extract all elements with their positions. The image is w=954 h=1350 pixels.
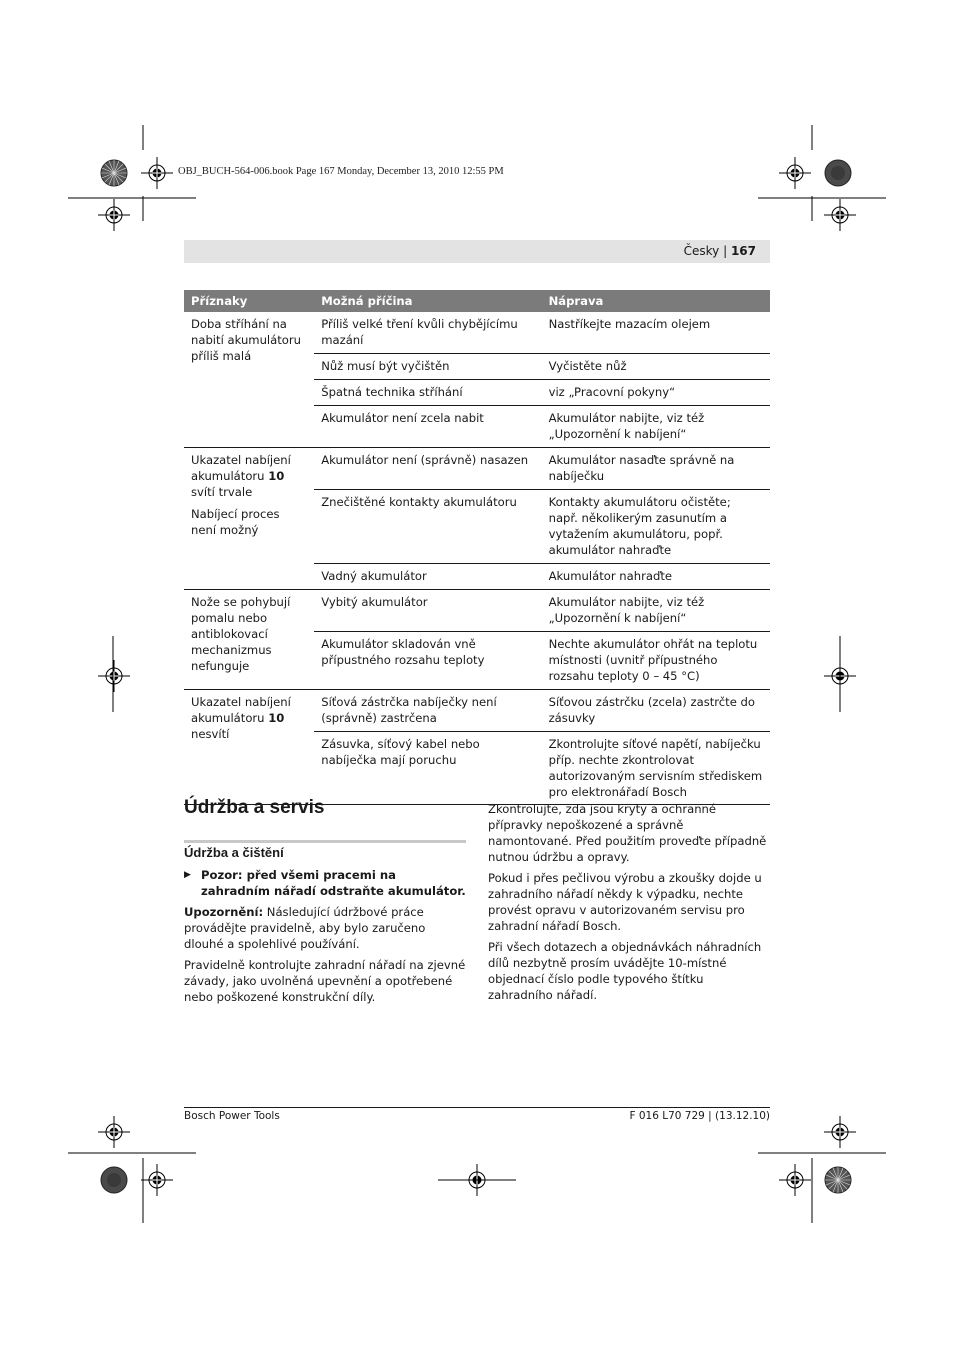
header-cause: Možná příčina — [314, 290, 541, 312]
table-row — [184, 448, 770, 490]
remedy-cell: Zkontrolujte síťové napětí, nabíječku příp. nechte zkontrolovat autorizovaným servisním střediskem pro elektronářadí Bosch — [542, 732, 770, 805]
symptom-text: Ukazatel nabíjení akumulátoru 10 svítí trvale — [191, 453, 291, 499]
page-header — [684, 244, 756, 258]
cause-cell: Vybitý akumulátor — [314, 590, 541, 632]
remedy-cell: Akumulátor nabijte, viz též „Upozornění k nabíjení“ — [542, 590, 770, 632]
footer-doc-number: F 016 L70 729 | (13.12.10) — [629, 1110, 770, 1122]
symptom-extra-text: Nabíjecí proces není možný — [191, 507, 280, 537]
symptom-cell — [184, 448, 314, 590]
table-header-row — [184, 290, 770, 312]
footer-brand: Bosch Power Tools — [184, 1110, 280, 1122]
cause-cell: Akumulátor není zcela nabit — [314, 406, 541, 448]
note-text: Následující údržbové práce provádějte pravidelně, aby bylo zaručeno dlouhé a spolehlivé používání. — [184, 905, 426, 951]
symptom-text: Doba stříhání na nabití akumulátoru příliš malá — [191, 317, 302, 363]
table-row — [184, 312, 770, 354]
cause-cell: Vadný akumulátor — [314, 564, 541, 590]
page-header-bar — [184, 240, 770, 263]
cause-cell: Příliš velké tření kvůli chybějícímu mazání — [314, 312, 541, 354]
paragraph: Zkontrolujte, zda jsou kryty a ochranné přípravky nepoškozené a správně namontované. Před použitím proveďte případně nutnou údržbu a opravy. — [488, 802, 767, 864]
cause-cell: Síťová zástrčka nabíječky není (správně) zastrčena — [314, 690, 541, 732]
warning-text: Pozor: před všemi pracemi na zahradním nářadí odstraňte akumulátor. — [201, 868, 466, 898]
remedy-cell: viz „Pracovní pokyny“ — [542, 380, 770, 406]
symptom-cell — [184, 590, 314, 690]
remedy-cell: Kontakty akumulátoru očistěte; např. několikerým zasunutím a vytažením akumulátoru, popř. akumulátor nahraďte — [542, 490, 770, 564]
remedy-cell: Vyčistěte nůž — [542, 354, 770, 380]
warning-item — [184, 867, 466, 899]
page-number: 167 — [730, 244, 756, 258]
table-row — [184, 590, 770, 632]
header-symptoms: Příznaky — [184, 290, 314, 312]
remedy-cell: Akumulátor nasaďte správně na nabíječku — [542, 448, 770, 490]
paragraph: Pokud i přes pečlivou výrobu a zkoušky dojde u zahradního nářadí někdy k výpadku, nechte provést opravu v autorizovaném servisu pro zahradní nářadí Bosch. — [488, 871, 762, 933]
section-rule — [184, 840, 466, 843]
cause-cell: Špatná technika stříhání — [314, 380, 541, 406]
note-label: Upozornění: — [184, 905, 264, 919]
symptom-cell — [184, 690, 314, 805]
section-title: Údržba a servis — [184, 797, 325, 818]
print-header: OBJ_BUCH-564-006.book Page 167 Monday, December 13, 2010 12:55 PM — [178, 166, 504, 177]
remedy-cell: Akumulátor nabijte, viz též „Upozornění k nabíjení“ — [542, 406, 770, 448]
paragraph: Při všech dotazech a objednávkách náhradních dílů nezbytně prosím uvádějte 10-místné objednací číslo podle typového štítku zahradního nářadí. — [488, 940, 762, 1002]
triangle-bullet-icon: ▶ — [184, 870, 191, 880]
cause-cell: Nůž musí být vyčištěn — [314, 354, 541, 380]
right-column — [488, 801, 770, 1008]
troubleshooting-table — [184, 290, 770, 805]
remedy-cell: Nechte akumulátor ohřát na teplotu místnosti (uvnitř přípustného rozsahu teploty 0 – 45 °C) — [542, 632, 770, 690]
remedy-cell: Akumulátor nahraďte — [542, 564, 770, 590]
subsection-title: Údržba a čištění — [184, 845, 284, 860]
symptom-text: Ukazatel nabíjení akumulátoru 10 nesvítí — [191, 695, 291, 741]
header-remedy: Náprava — [542, 290, 770, 312]
remedy-cell: Síťovou zástrčku (zcela) zastrčte do zásuvky — [542, 690, 770, 732]
table-row — [184, 690, 770, 732]
footer-rule — [184, 1107, 770, 1108]
cause-cell: Znečištěné kontakty akumulátoru — [314, 490, 541, 564]
symptom-text: Nože se pohybují pomalu nebo antiblokovací mechanizmus nefunguje — [191, 595, 291, 673]
left-column — [184, 867, 466, 1010]
symptom-cell — [184, 312, 314, 448]
note-paragraph — [184, 904, 466, 952]
paragraph: Pravidelně kontrolujte zahradní nářadí na zjevné závady, jako uvolněná upevnění a opotřebené nebo poškozené konstrukční díly. — [184, 958, 466, 1004]
remedy-cell: Nastříkejte mazacím olejem — [542, 312, 770, 354]
cause-cell: Akumulátor skladován vně přípustného rozsahu teploty — [314, 632, 541, 690]
language-label: Česky — [683, 244, 720, 258]
cause-cell: Akumulátor není (správně) nasazen — [314, 448, 541, 490]
header-separator: | — [723, 244, 728, 258]
cause-cell: Zásuvka, síťový kabel nebo nabíječka mají poruchu — [314, 732, 541, 805]
